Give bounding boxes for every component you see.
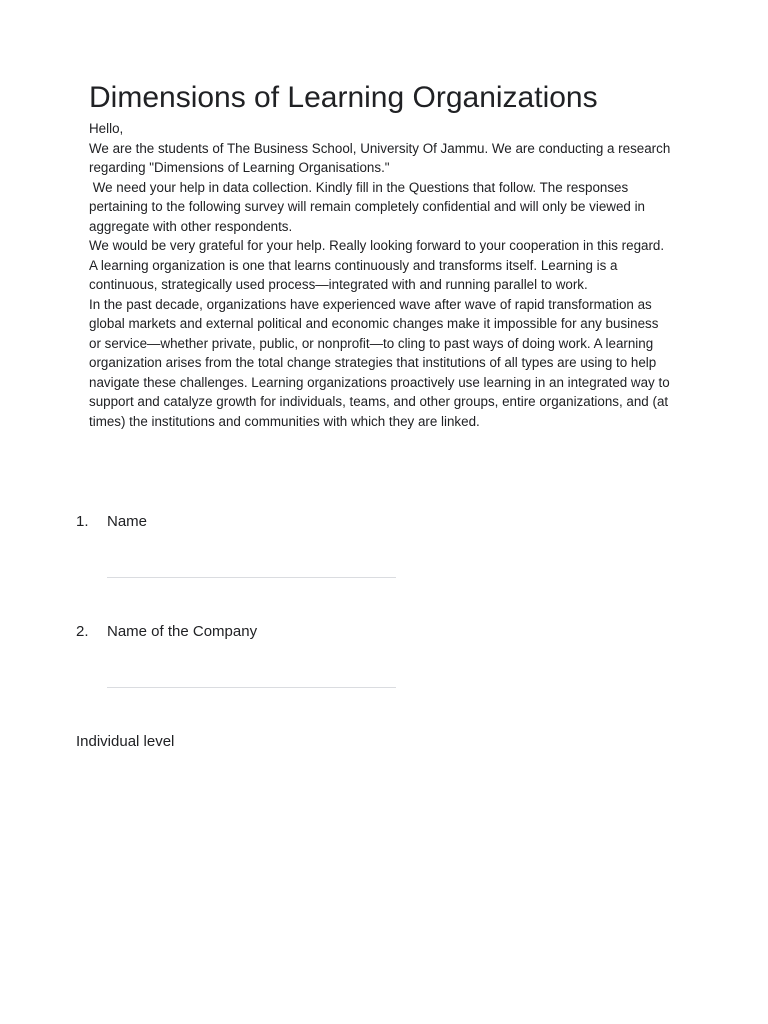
intro-paragraph: Hello, [89, 121, 124, 136]
company-answer-field[interactable] [107, 687, 396, 688]
question-label: Name of the Company [107, 623, 258, 640]
question-number: 2. [76, 623, 89, 640]
intro-paragraph: We need your help in data collection. Kindly fill in the Questions that follow. The responses pertaining to the following survey will remain completely confidential and will only be viewed in aggregate with other respondents. [89, 179, 649, 234]
form-description [89, 119, 674, 431]
intro-paragraph: A learning organization is one that learns continuously and transforms itself. Learning is a continuous, strategically used process—integrated with and running parallel to work. [89, 257, 618, 292]
name-answer-field[interactable] [107, 577, 396, 578]
intro-paragraph: We are the students of The Business School, University Of Jammu. We are conducting a research regarding "Dimensions of Learning Organisations." [89, 140, 671, 175]
question-label: Name [107, 513, 148, 530]
question-name [76, 512, 147, 532]
intro-paragraph: We would be very grateful for your help. Really looking forward to your cooperation in this regard. [89, 238, 665, 253]
question-number: 1. [76, 513, 89, 530]
question-company [76, 622, 257, 642]
section-heading: Individual level [76, 733, 175, 750]
intro-paragraph: In the past decade, organizations have experienced wave after wave of rapid transformation as global markets and external political and economic changes make it impossible for any business or service—whether private, public, or nonprofit—to cling to past ways of doing work. A learning organization arises from the total change strategies that institutions of all types are using to help navigate these challenges. Learning organizations proactively use learning in an integrated way to support and catalyze growth for individuals, teams, and other groups, entire organizations, and (at times) the institutions and communities with which they are linked. [89, 296, 670, 429]
form-title: Dimensions of Learning Organizations [89, 81, 598, 114]
